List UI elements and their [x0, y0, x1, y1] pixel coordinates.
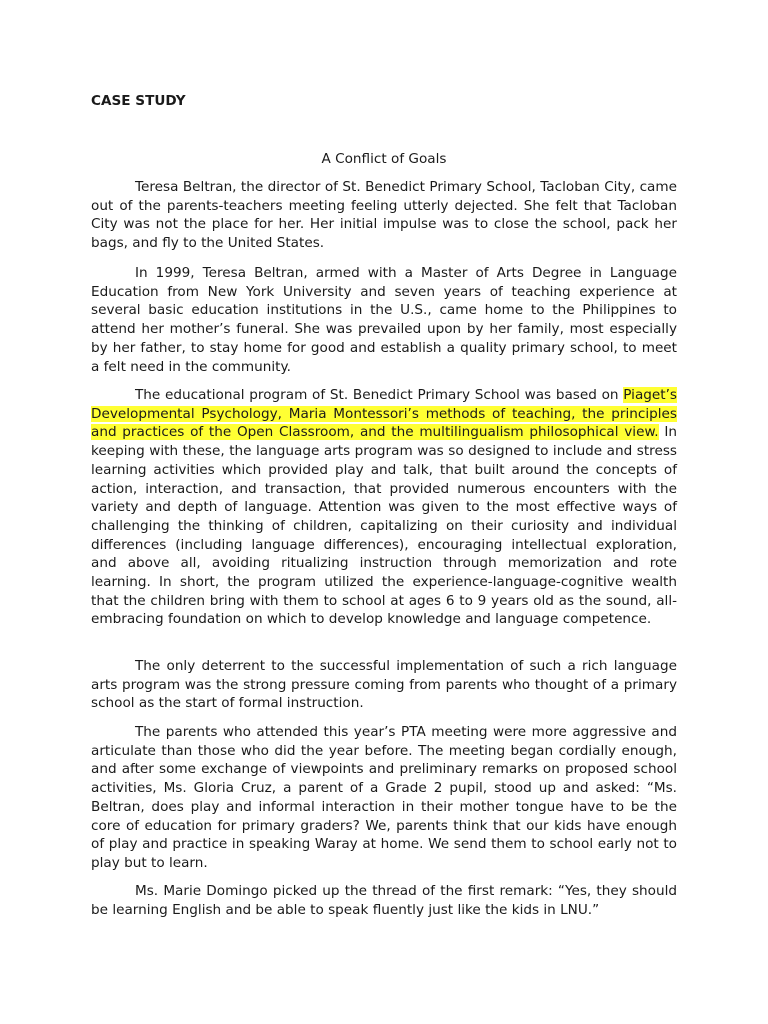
paragraph-3-body: In keeping with these, the language arts program was so designed to include and stress learning activities which provided play and talk, that built around the concepts of action, interaction, and transaction, that provided numerous encounters with the variety and depth of language. Attention was given to the most effective ways of challenging the thinking of children, capitalizing on their curiosity and individual differences (including language differences), encouraging intellectual exploration, and above all, avoiding ritualizing instruction through memorization and rote learning. In short, the program utilized the experience-language-cognitive wealth that the children bring with them to school at ages 6 to 9 years old as the sound, all-embracing foundation on which to develop knowledge and language competence. — [91, 424, 677, 628]
paragraph-4: The only deterrent to the successful implementation of such a rich language arts program was the strong pressure coming from parents who thought of a primary school as the start of formal instruction. — [91, 658, 677, 712]
paragraph-6: Ms. Marie Domingo picked up the thread of the first remark: “Yes, they should be learning English and be able to speak fluently just like the kids in LNU.” — [91, 883, 677, 918]
paragraph-2: In 1999, Teresa Beltran, armed with a Master of Arts Degree in Language Education from New York University and seven years of teaching experience at several basic education institutions in the U.S., came home to the Philippines to attend her mother’s funeral. She was prevailed upon by her family, most especially by her father, to stay home for good and establish a quality primary school, to meet a felt need in the community. — [91, 265, 677, 375]
document-title: A Conflict of Goals — [321, 151, 447, 167]
case-study-heading: CASE STUDY — [91, 93, 186, 109]
paragraph-1: Teresa Beltran, the director of St. Benedict Primary School, Tacloban City, came out of the parents-teachers meeting feeling utterly dejected. She felt that Tacloban City was not the place for her. Her initial impulse was to close the school, pack her bags, and fly to the United States. — [91, 179, 677, 252]
paragraph-3-intro: The educational program of St. Benedict Primary School was based on — [135, 387, 624, 403]
paragraph-5: The parents who attended this year’s PTA meeting were more aggressive and articulate than those who did the year before. The meeting began cordially enough, and after some exchange of viewpoints and preliminary remarks on proposed school activities, Ms. Gloria Cruz, a parent of a Grade 2 pupil, stood up and asked: “Ms. Beltran, does play and informal interaction in their mother tongue have to be the core of education for primary graders? We, parents think that our kids have enough of play and practice in speaking Waray at home. We send them to school early not to play but to learn. — [91, 724, 677, 871]
paragraph-3 — [91, 386, 677, 629]
highlighted-passage: Piaget’s Developmental Psychology, Maria Montessori’s methods of teaching, the principles and practices of the Open Classroom, and the multilingualism philosophical view. — [91, 387, 677, 441]
